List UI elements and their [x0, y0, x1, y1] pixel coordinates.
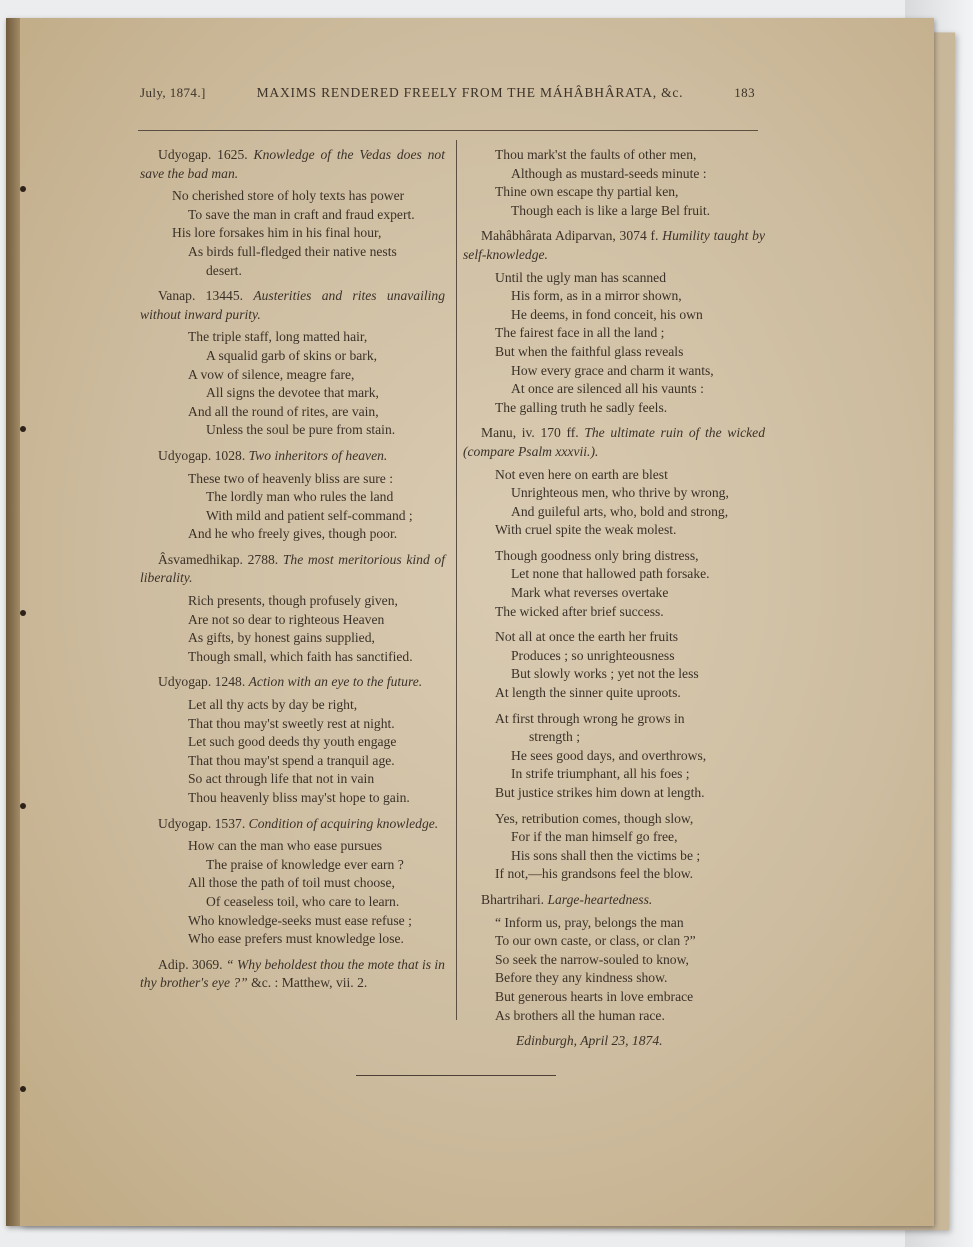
verse-line: Not all at once the earth her fruits	[495, 629, 679, 645]
verse-line: Who ease prefers must knowledge lose.	[188, 931, 404, 947]
maxim-topic: The most meritorious kind of liberality.	[140, 551, 445, 586]
running-header	[140, 85, 755, 101]
maxim-entry	[140, 673, 445, 807]
verse-line: “ Inform us, pray, belongs the man	[495, 914, 684, 930]
verse-line: The galling truth he sadly feels.	[495, 399, 668, 415]
stitch-hole	[20, 610, 26, 616]
maxim-entry	[463, 424, 765, 540]
verse-line: That thou may'st sweetly rest at night.	[188, 715, 395, 731]
maxim-entry	[463, 227, 765, 417]
verse-line: At once are silenced all his vaunts :	[511, 381, 704, 397]
verse-line: Though goodness only bring distress,	[495, 547, 699, 563]
verse-line: Rich presents, though profusely given,	[188, 593, 398, 609]
verse	[140, 470, 445, 544]
source-reference: Mahâbhârata Adiparvan, 3074 f.	[481, 228, 659, 244]
source-reference: Bhartrihari.	[481, 891, 545, 907]
maxim-topic: The ultimate ruin of the wicked (compare Psalm xxxvii.).	[463, 425, 765, 459]
source-reference: Manu, iv. 170 ff.	[481, 425, 579, 441]
verse-line: But slowly works ; yet not the less	[511, 666, 699, 682]
verse-line: That thou may'st spend a tranquil age.	[188, 752, 395, 768]
source-reference: Adip. 3069.	[158, 956, 223, 972]
maxim-topic: “ Why beholdest thou the mote that is in thy brother's eye ?”	[140, 956, 445, 991]
maxim-heading	[140, 551, 445, 588]
verse-line: The praise of knowledge ever earn ?	[206, 856, 404, 872]
page-number: 183	[734, 85, 755, 100]
source-reference: Udyogap. 1625.	[158, 147, 248, 162]
maxim-entry	[140, 287, 445, 440]
verse-line: But when the faithful glass reveals	[495, 343, 684, 359]
verse-line: And guileful arts, who, bold and strong,	[511, 503, 729, 519]
maxim-heading	[463, 227, 765, 264]
stitch-hole	[20, 426, 26, 432]
maxim-topic: Two inheritors of heaven.	[248, 447, 388, 463]
source-reference: Udyogap. 1028.	[158, 447, 246, 463]
stitch-hole	[20, 803, 26, 809]
verse-line: But generous hearts in love embrace	[495, 988, 694, 1004]
maxim-heading	[140, 956, 445, 993]
verse-line: Not even here on earth are blest	[495, 466, 668, 482]
verse-line: His lore forsakes him in his final hour,	[172, 225, 382, 241]
stitch-hole	[20, 1086, 26, 1092]
maxim-heading	[140, 815, 445, 834]
verse-line: In strife triumphant, all his foes ;	[511, 766, 690, 782]
maxim-topic: Action with an eye to the future.	[248, 674, 423, 690]
source-reference: Vanap. 13445.	[158, 288, 244, 304]
verse-line: The lordly man who rules the land	[206, 489, 394, 505]
verse-line: Though each is like a large Bel fruit.	[511, 202, 711, 218]
verse-line: With mild and patient self-command ;	[206, 507, 413, 523]
verse-line: And all the round of rites, are vain,	[188, 403, 379, 419]
binding-spine	[6, 18, 20, 1226]
maxim-entry	[140, 551, 445, 667]
verse-line: Produces ; so unrighteousness	[511, 647, 675, 663]
verse-line: At length the sinner quite uproots.	[495, 685, 681, 701]
header-date: July, 1874.]	[140, 85, 206, 100]
verse-line: With cruel spite the weak molest.	[495, 522, 677, 538]
verse-line: He sees good days, and overthrows,	[511, 747, 707, 763]
verse-line: Unrighteous men, who thrive by wrong,	[511, 485, 729, 501]
verse-line: Of ceaseless toil, who care to learn.	[206, 893, 400, 909]
verse	[463, 547, 765, 621]
verse-line: Thou mark'st the faults of other men,	[495, 147, 697, 162]
maxim-heading	[463, 891, 765, 910]
verse	[463, 269, 765, 418]
verse	[463, 810, 765, 884]
maxim-entry	[463, 810, 765, 884]
verse	[140, 592, 445, 666]
maxim-topic: Humility taught by self-knowledge.	[463, 228, 765, 262]
verse-line: Although as mustard-seeds minute :	[511, 165, 707, 181]
maxim-topic: Knowledge of the Vedas does not save the bad man.	[140, 147, 446, 181]
maxim-entry	[463, 891, 765, 1025]
verse-line: The fairest face in all the land ;	[495, 325, 665, 341]
verse-line: His sons shall then the victims be ;	[511, 847, 701, 863]
end-rule	[356, 1075, 556, 1076]
verse-line: How every grace and charm it wants,	[511, 362, 714, 378]
verse-line: All those the path of toil must choose,	[188, 875, 395, 891]
verse-line: These two of heavenly bliss are sure :	[188, 470, 393, 486]
verse-line: And he who freely gives, though poor.	[188, 526, 398, 542]
verse	[463, 146, 765, 220]
verse-line: A vow of silence, meagre fare,	[188, 366, 355, 382]
verse-line: As birds full-fledged their native nests	[188, 243, 397, 259]
verse	[463, 914, 765, 1026]
verse-line: If not,—his grandsons feel the blow.	[495, 866, 694, 882]
source-reference: Udyogap. 1537.	[158, 815, 246, 831]
maxim-entry	[463, 547, 765, 621]
maxim-topic: Large-heartedness.	[547, 891, 653, 907]
maxim-entry	[140, 956, 445, 993]
verse	[140, 328, 445, 440]
maxim-entry	[463, 628, 765, 702]
verse	[140, 696, 445, 808]
right-column	[463, 146, 765, 1032]
verse-line: strength ;	[529, 729, 580, 745]
verse-line: So act through life that not in vain	[188, 771, 375, 787]
verse-line: Thou heavenly bliss may'st hope to gain.	[188, 790, 410, 805]
maxim-heading	[463, 424, 765, 461]
verse-line: As gifts, by honest gains supplied,	[188, 630, 375, 646]
signoff: Edinburgh, April 23, 1874.	[516, 1033, 663, 1048]
verse-line: He deems, in fond conceit, his own	[511, 306, 703, 322]
verse-line: The wicked after brief success.	[495, 603, 664, 619]
header-rule	[138, 130, 758, 131]
maxim-entry	[140, 815, 445, 949]
left-column	[140, 146, 445, 1000]
verse-line: A squalid garb of skins or bark,	[206, 347, 378, 363]
verse-line: The triple staff, long matted hair,	[188, 329, 368, 345]
verse-line: As brothers all the human race.	[495, 1007, 665, 1023]
verse-line: But justice strikes him down at length.	[495, 785, 705, 800]
verse-line: Before they any kindness show.	[495, 970, 668, 986]
verse-line: Yes, retribution comes, though slow,	[495, 810, 694, 826]
verse-line: So seek the narrow-souled to know,	[495, 951, 689, 967]
verse-line: All signs the devotee that mark,	[206, 385, 379, 401]
verse-line: Who knowledge-seeks must ease refuse ;	[188, 912, 412, 928]
maxim-heading	[140, 146, 445, 183]
verse-line: How can the man who ease pursues	[188, 838, 383, 854]
running-title: MAXIMS RENDERED FREELY FROM THE MÁHÂBHÂRATA, &c.	[256, 85, 684, 100]
verse-line: desert.	[206, 262, 242, 278]
maxim-heading	[140, 447, 445, 466]
maxim-entry	[140, 447, 445, 544]
maxim-heading	[140, 287, 445, 324]
verse	[140, 837, 445, 949]
verse-line: His form, as in a mirror shown,	[511, 288, 682, 304]
source-reference: Udyogap. 1248.	[158, 674, 246, 690]
verse	[463, 466, 765, 540]
verse-line: No cherished store of holy texts has power	[172, 188, 405, 204]
source-reference: Âsvamedhikap. 2788.	[158, 551, 279, 567]
verse-line: Let none that hallowed path forsake.	[511, 566, 710, 582]
maxim-entry	[463, 146, 765, 220]
maxim-heading	[140, 673, 445, 692]
verse-line: Mark what reverses overtake	[511, 585, 669, 601]
verse-line: Though small, which faith has sanctified.	[188, 648, 413, 664]
maxim-topic: Austerities and rites unavailing without inward purity.	[140, 288, 445, 322]
verse-line: Unless the soul be pure from stain.	[206, 422, 396, 438]
verse-line: Are not so dear to righteous Heaven	[188, 611, 385, 627]
verse	[140, 187, 445, 280]
verse-line: To our own caste, or class, or clan ?”	[495, 933, 696, 949]
maxim-entry	[463, 710, 765, 803]
verse	[463, 628, 765, 702]
maxim-entry	[140, 146, 445, 280]
verse-line: Let such good deeds thy youth engage	[188, 734, 397, 750]
verse-line: Until the ugly man has scanned	[495, 269, 667, 285]
maxim-topic: Condition of acquiring knowledge.	[248, 815, 439, 831]
verse-line: For if the man himself go free,	[511, 829, 678, 845]
stitch-hole	[20, 186, 26, 192]
verse-line: To save the man in craft and fraud expert.	[188, 206, 415, 222]
verse	[463, 710, 765, 803]
column-divider	[456, 140, 457, 1020]
topic-tail: &c. : Matthew, vii. 2.	[247, 975, 368, 991]
verse-line: Let all thy acts by day be right,	[188, 697, 358, 713]
verse-line: Thine own escape thy partial ken,	[495, 184, 679, 200]
verse-line: At first through wrong he grows in	[495, 710, 685, 726]
